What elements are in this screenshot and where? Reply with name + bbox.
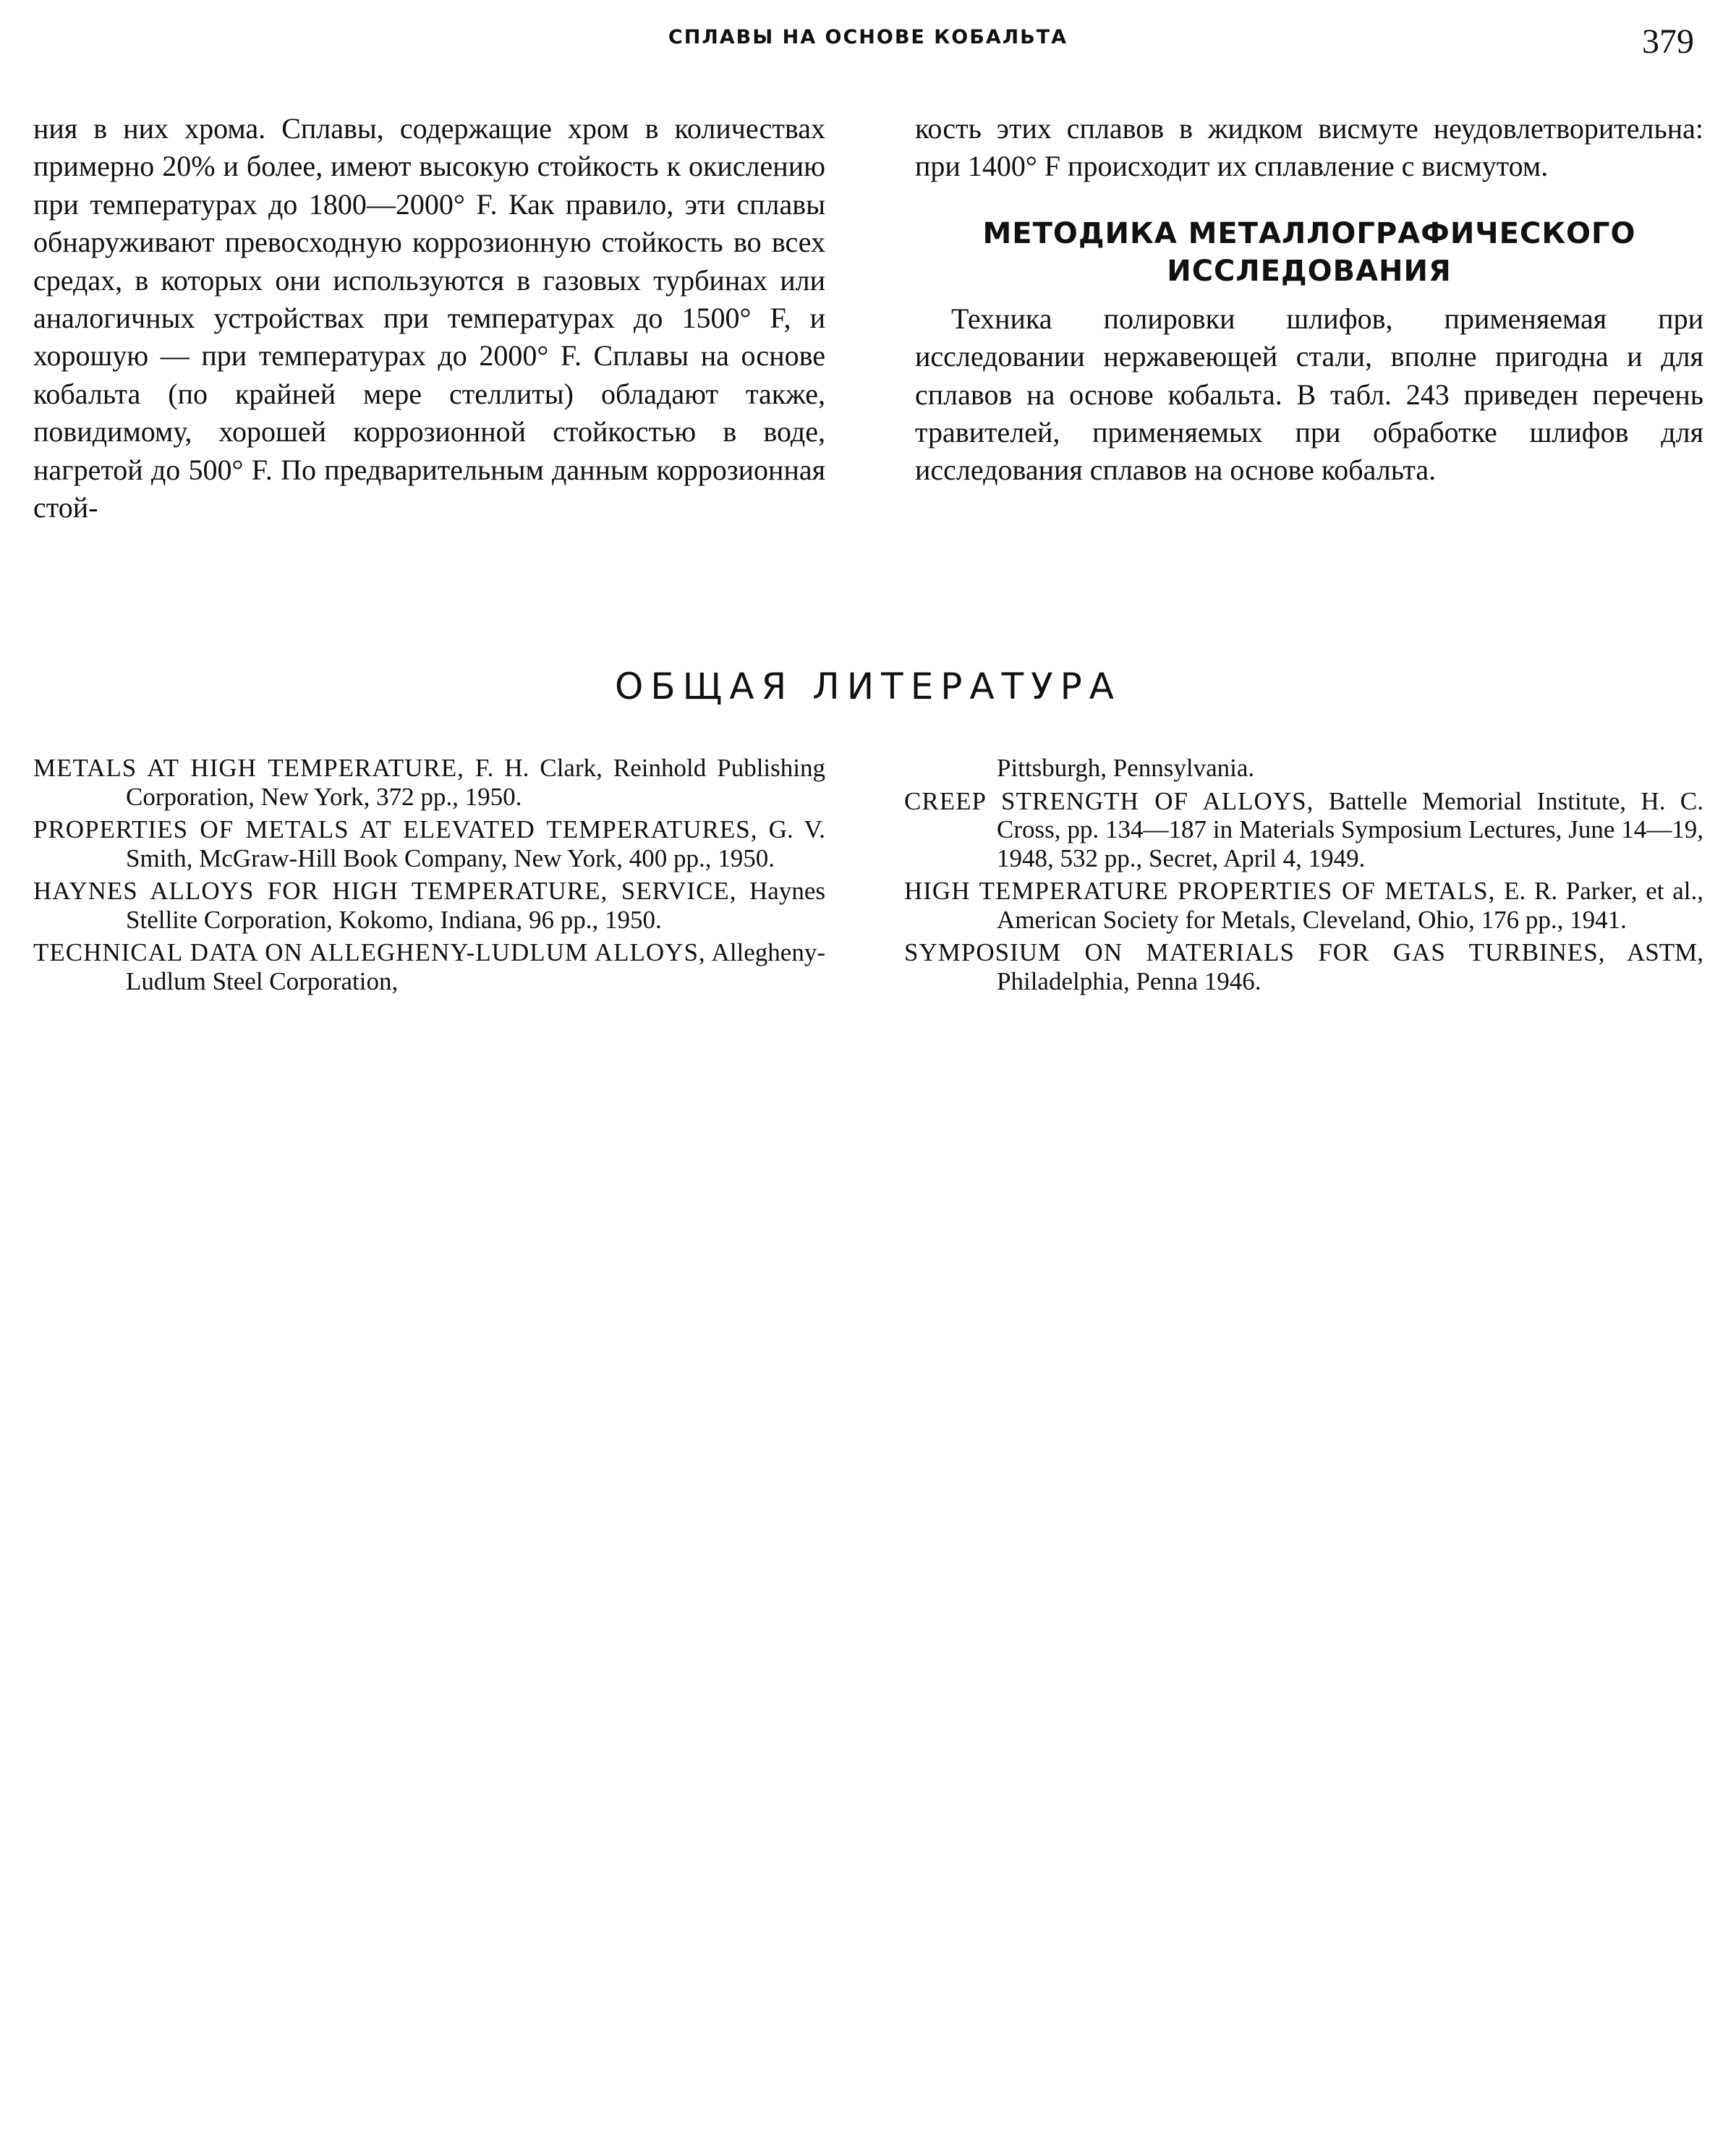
reference-entry: [33, 754, 825, 811]
reference-entry: [904, 938, 1703, 995]
reference-list-right: [904, 754, 1703, 1000]
body-paragraph-section: Техника полировки шлифов, применяемая при исследовании нержавеющей стали, вполне пригодна и для сплавов на основе кобальта. В табл. 243 приведен перечень травителей, применяемых при обработке шлифов для исследования сплавов на основе кобальта.: [915, 302, 1703, 487]
section-heading: [915, 215, 1703, 290]
section-heading-line-2: ИССЛЕДОВАНИЯ: [1167, 254, 1452, 288]
reference-entry: [33, 877, 825, 934]
reference-title: METALS AT HIGH TEMPERATURE,: [33, 754, 464, 782]
reference-title: TECHNICAL DATA ON ALLEGHENY-LUDLUM ALLOYS,: [33, 938, 706, 967]
reference-details: F. H. Clark, Reinhold Publishing Corporation, New York, 372 pp., 1950.: [126, 754, 825, 811]
reference-details: G. V. Smith, McGraw-Hill Book Company, New York, 400 pp., 1950.: [126, 815, 825, 872]
reference-details: Allegheny-Ludlum Steel Corporation,: [126, 938, 825, 995]
reference-details: Battelle Memorial Institute, H. C. Cross, pp. 134—187 in Materials Symposium Lectures, June 14—19, 1948, 532 pp., Secret, April 4, 1949.: [997, 786, 1703, 872]
reference-details: Haynes Stellite Corporation, Kokomo, Indiana, 96 pp., 1950.: [126, 877, 826, 934]
body-paragraph-continuation: кость этих сплавов в жидком висмуте неудовлетворительна: при 1400° F происходит их сплавление с висмутом.: [915, 112, 1703, 183]
left-text-column: [33, 110, 825, 527]
section-heading-line-1: МЕТОДИКА МЕТАЛЛОГРАФИЧЕСКОГО: [982, 216, 1636, 250]
reference-title: CREEP STRENGTH OF ALLOYS,: [904, 786, 1314, 815]
page-number: 379: [1642, 22, 1694, 61]
reference-title: HAYNES ALLOYS FOR HIGH TEMPERATURE, SERVICE,: [33, 877, 737, 906]
reference-title: HIGH TEMPERATURE PROPERTIES OF METALS,: [904, 877, 1496, 906]
reference-entry: [33, 938, 825, 995]
reference-list-left: [33, 754, 825, 1000]
reference-entry: [904, 877, 1703, 934]
reference-details: ASTM, Philadelphia, Penna 1946.: [997, 938, 1703, 995]
reference-details: E. R. Parker, et al., American Society for Metals, Cleveland, Ohio, 176 pp., 1941.: [997, 877, 1704, 934]
reference-title: PROPERTIES OF METALS AT ELEVATED TEMPERATURES,: [33, 815, 758, 844]
reference-continuation: Pittsburgh, Pennsylvania.: [997, 754, 1255, 782]
running-title: СПЛАВЫ НА ОСНОВЕ КОБАЛЬТА: [668, 26, 1068, 48]
right-text-column: [915, 110, 1703, 490]
literature-title: ОБЩАЯ ЛИТЕРАТУРА: [614, 666, 1122, 707]
reference-title: SYMPOSIUM ON MATERIALS FOR GAS TURBINES,: [904, 938, 1606, 967]
body-paragraph-left: ния в них хрома. Сплавы, содержащие хром в количествах примерно 20% и более, имеют высокую стойкость к окислению при температурах до 1800—2000° F. Как правило, эти сплавы обнаруживают превосходную коррозионную стойкость во всех средах, в которых они используются в газовых турбинах или аналогичных устройствах при температурах до 1500° F, и хорошую — при температурах до 2000° F. Сплавы на основе кобальта (по крайней мере стеллиты) обладают также, повидимому, хорошей коррозионной стойкостью в воде, нагретой до 500° F. По предварительным данным коррозионная стой-: [33, 112, 825, 524]
reference-entry: [904, 787, 1703, 873]
reference-entry: [33, 815, 825, 872]
